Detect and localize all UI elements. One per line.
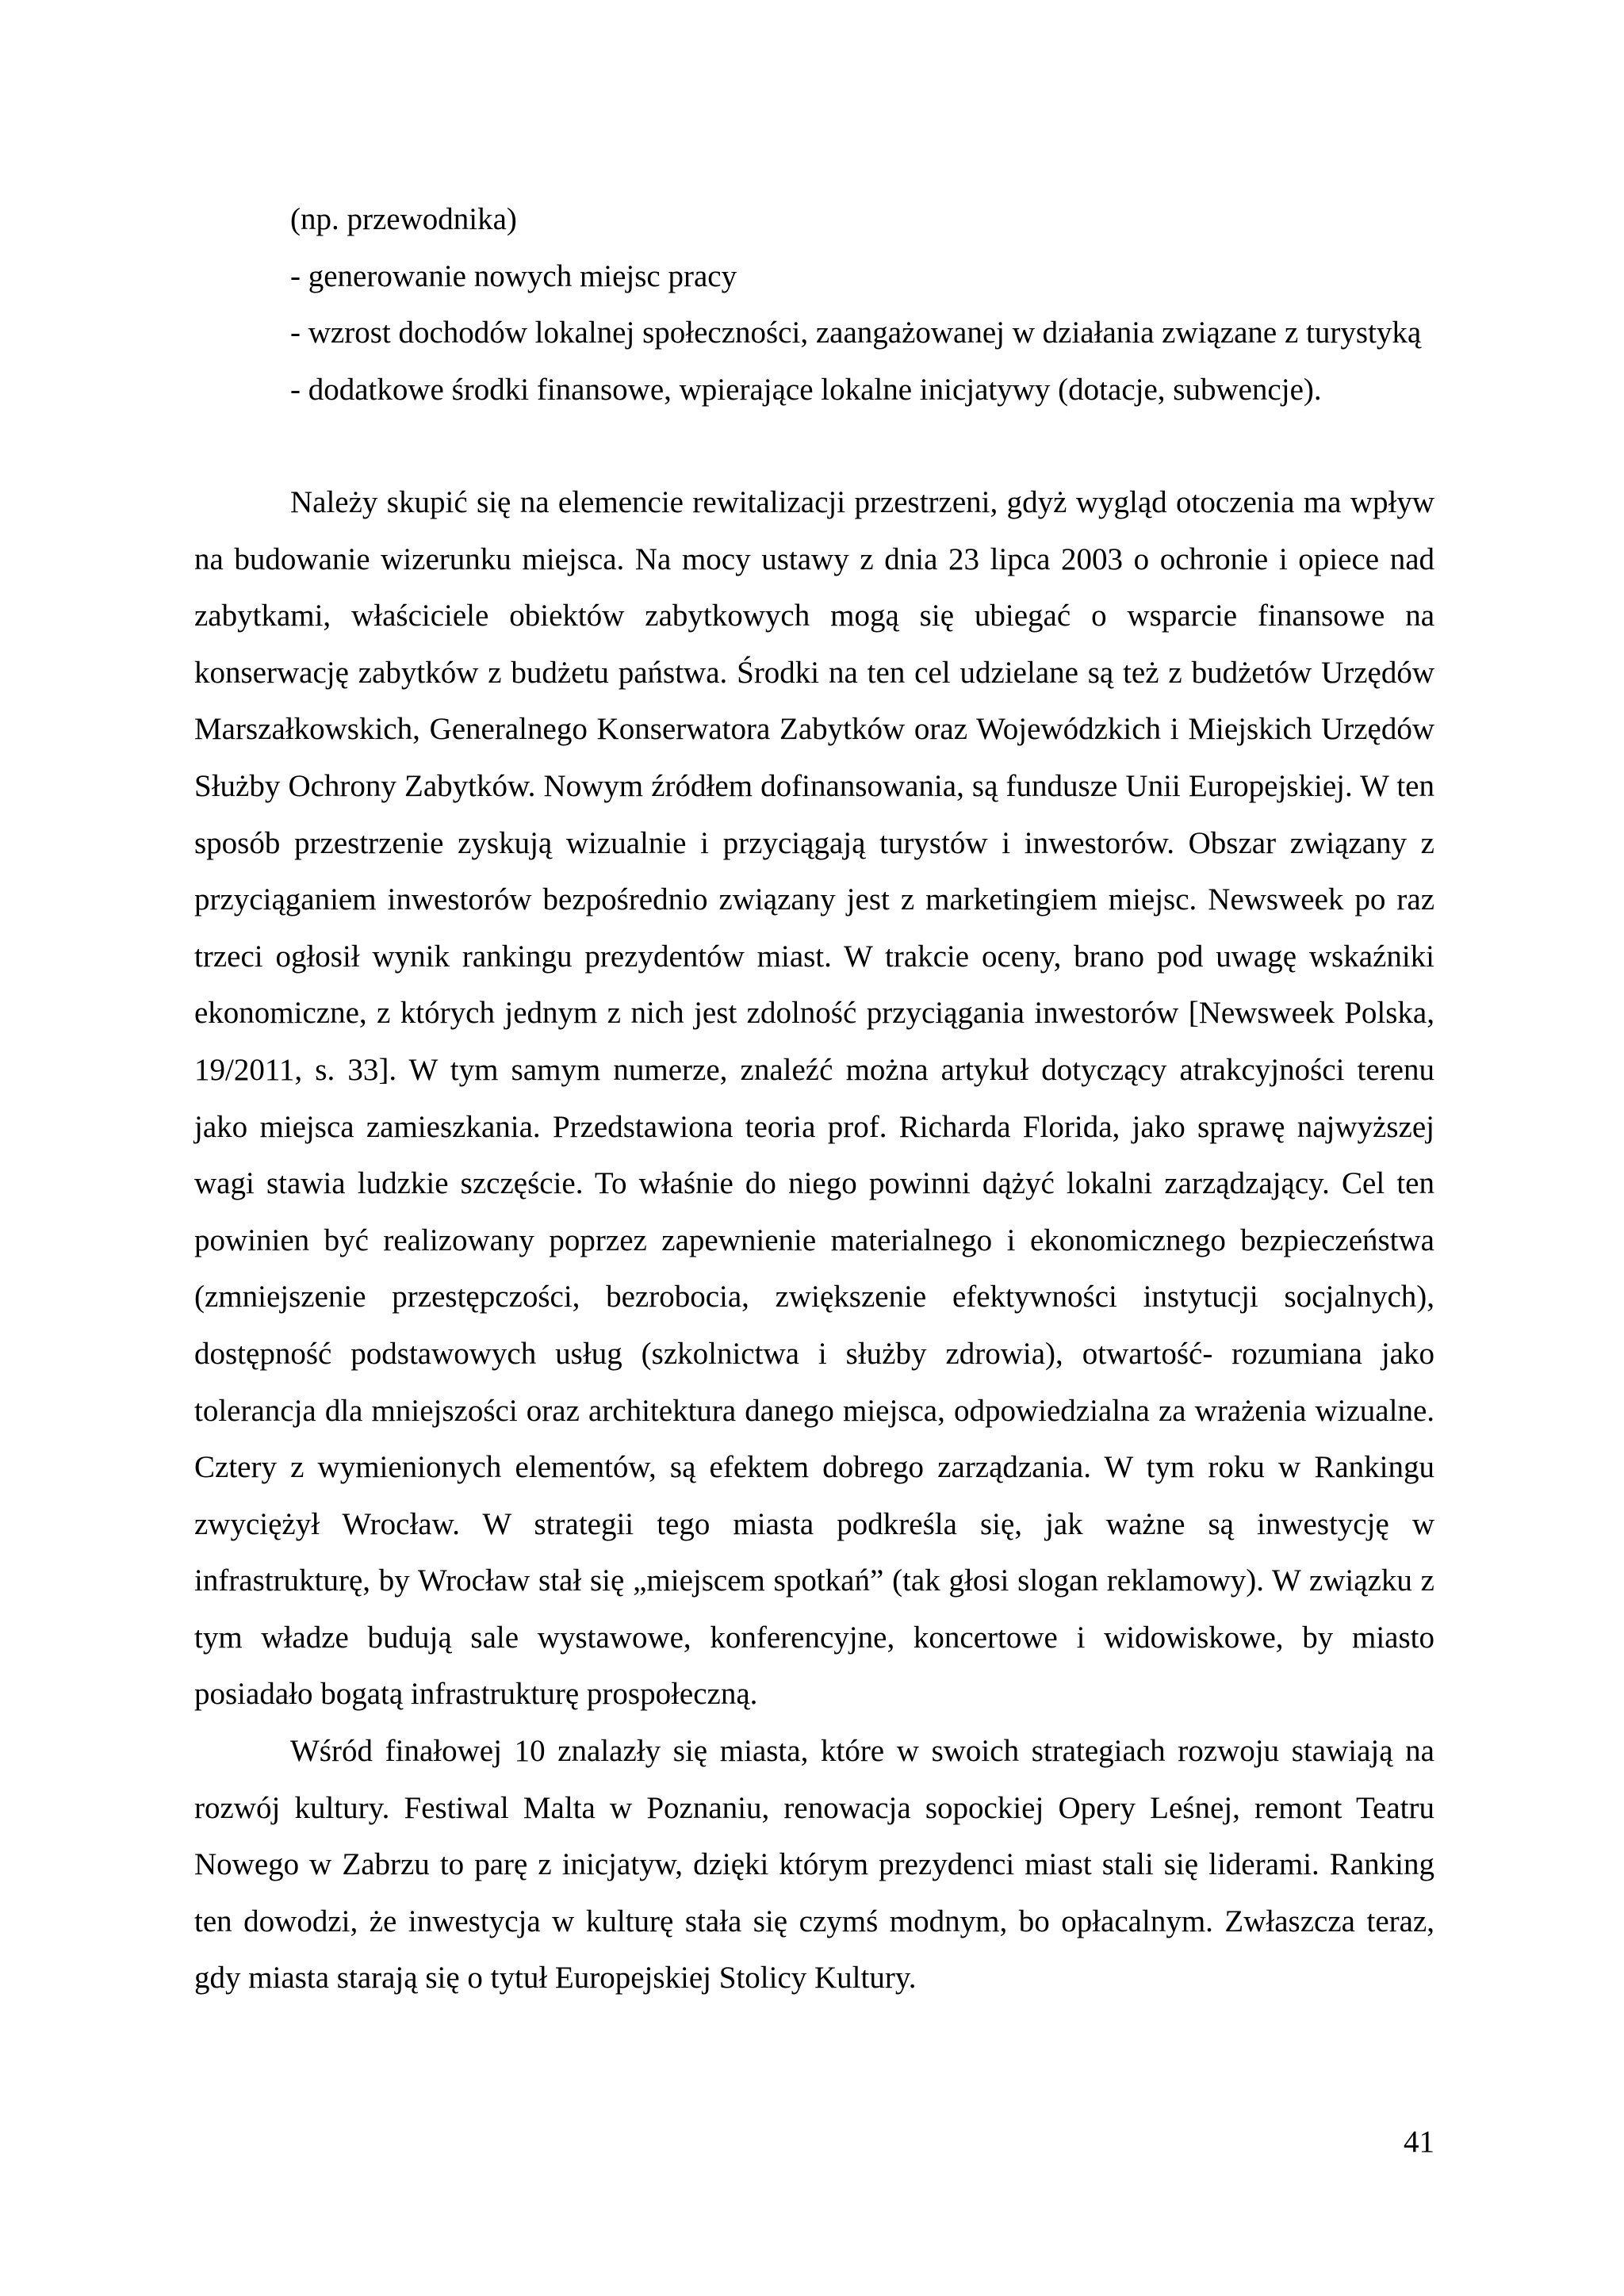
- bullet-list: [290, 191, 1434, 418]
- list-item: - generowanie nowych miejsc pracy: [290, 258, 737, 293]
- body-text: [194, 474, 1434, 2007]
- list-item: - wzrost dochodów lokalnej społeczności, zaangażowanej w działania związane z turystyką: [290, 316, 1422, 350]
- list-item: (np. przewodnika): [290, 202, 517, 236]
- page-number: 41: [1404, 2125, 1434, 2159]
- paragraph: Wśród finałowej 10 znalazły się miasta, które w swoich strategiach rozwoju stawiają na rozwój kultury. Festiwal Malta w Poznaniu, renowacja sopockiej Opery Leśnej, remont Teatru Nowego w Zabrzu to parę z inicjatyw, dzięki którym prezydenci miast stali się liderami. Ranking ten dowodzi, że inwestycja w kulturę stała się czymś modnym, bo opłacalnym. Zwłaszcza teraz, gdy miasta starają się o tytuł Europejskiej Stolicy Kultury.: [194, 1734, 1434, 1996]
- list-item: - dodatkowe środki finansowe, wpierające lokalne inicjatywy (dotacje, subwencje).: [290, 372, 1322, 407]
- paragraph: Należy skupić się na elemencie rewitalizacji przestrzeni, gdyż wygląd otoczenia ma wpływ na budowanie wizerunku miejsca. Na mocy ustawy z dnia 23 lipca 2003 o ochronie i opiece nad zabytkami, właściciele obiektów zabytkowych mogą się ubiegać o wsparcie finansowe na konserwację zabytków z budżetu państwa. Środki na ten cel udzielane są też z budżetów Urzędów Marszałkowskich, Generalnego Konserwatora Zabytków oraz Wojewódzkich i Miejskich Urzędów Służby Ochrony Zabytków. Nowym źródłem dofinansowania, są fundusze Unii Europejskiej. W ten sposób przestrzenie zyskują wizualnie i przyciągają turystów i inwestorów. Obszar związany z przyciąganiem inwestorów bezpośrednio związany jest z marketingiem miejsc. Newsweek po raz trzeci ogłosił wynik rankingu prezydentów miast. W trakcie oceny, brano pod uwagę wskaźniki ekonomiczne, z których jednym z nich jest zdolność przyciągania inwestorów [Newsweek Polska, 19/2011, s. 33]. W tym samym numerze, znaleźć można artykuł dotyczący atrakcyjności terenu jako miejsca zamieszkania. Przedstawiona teoria prof. Richarda Florida, jako sprawę najwyższej wagi stawia ludzkie szczęście. To właśnie do niego powinni dążyć lokalni zarządzający. Cel ten powinien być realizowany poprzez zapewnienie materialnego i ekonomicznego bezpieczeństwa (zmniejszenie przestępczości, bezrobocia, zwiększenie efektywności instytucji socjalnych), dostępność podstawowych usług (szkolnictwa i służby zdrowia), otwartość- rozumiana jako tolerancja dla mniejszości oraz architektura danego miejsca, odpowiedzialna za wrażenia wizualne. Cztery z wymienionych elementów, są efektem dobrego zarządzania. W tym roku w Rankingu zwyciężył Wrocław. W strategii tego miasta podkreśla się, jak ważne są inwestycję w infrastrukturę, by Wrocław stał się „miejscem spotkań” (tak głosi slogan reklamowy). W związku z tym władze budują sale wystawowe, konferencyjne, koncertowe i widowiskowe, by miasto posiadało bogatą infrastrukturę prospołeczną.: [194, 485, 1434, 1712]
